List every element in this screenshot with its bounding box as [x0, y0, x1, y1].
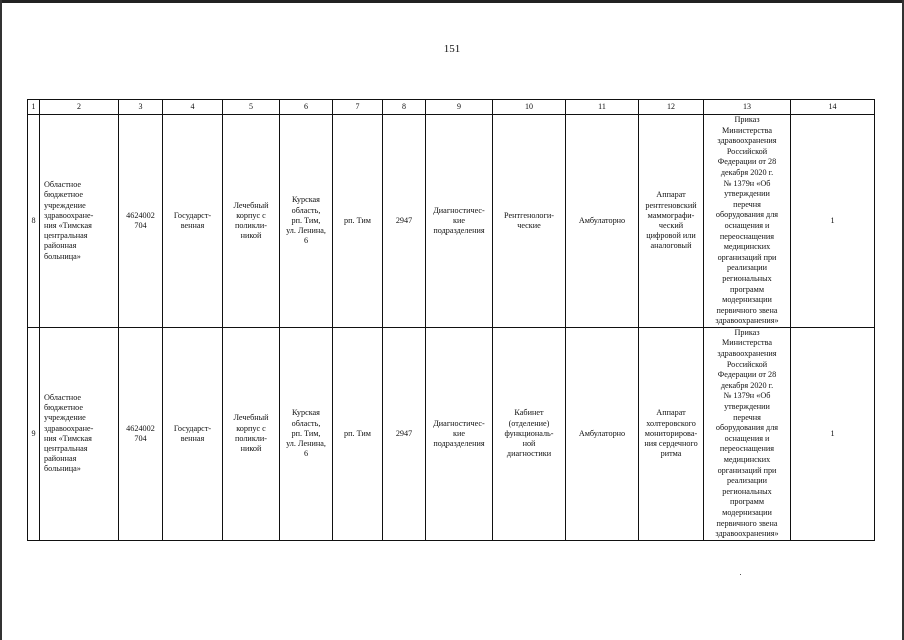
table-header-row: [28, 100, 875, 115]
unit-cell: Кабинет (отделение) функциональ- ной диагностики: [493, 327, 566, 540]
building-cell: Лечебный корпус с поликли- никой: [223, 115, 280, 328]
header-cell: 14: [791, 100, 875, 115]
table-row: [28, 327, 875, 540]
scan-edge-left: [0, 0, 2, 640]
unit-cell: Рентгенологи- ческие: [493, 115, 566, 328]
inn-cell: 4624002 704: [119, 115, 163, 328]
department-cell: Диагностичес- кие подразделения: [426, 115, 493, 328]
locality-cell: рп. Тим: [333, 327, 383, 540]
header-cell: 2: [40, 100, 119, 115]
organization-cell: Областное бюджетное учреждение здравоохране- ния «Тимская центральная районная больница»: [40, 327, 119, 540]
scan-edge-top: [0, 0, 904, 3]
quantity-cell: 1: [791, 115, 875, 328]
equipment-table: [27, 99, 875, 541]
department-cell: Диагностичес- кие подразделения: [426, 327, 493, 540]
header-cell: 12: [639, 100, 704, 115]
header-cell: 10: [493, 100, 566, 115]
table-row: [28, 115, 875, 328]
population-cell: 2947: [383, 327, 426, 540]
header-cell: 4: [163, 100, 223, 115]
header-cell: 7: [333, 100, 383, 115]
header-cell: 8: [383, 100, 426, 115]
header-cell: 6: [280, 100, 333, 115]
organization-cell: Областное бюджетное учреждение здравоохране- ния «Тимская центральная районная больница»: [40, 115, 119, 328]
header-cell: 9: [426, 100, 493, 115]
quantity-cell: 1: [791, 327, 875, 540]
row-number-cell: 9: [28, 327, 40, 540]
scan-speck: [740, 574, 741, 575]
inn-cell: 4624002 704: [119, 327, 163, 540]
address-cell: Курская область, рп. Тим, ул. Ленина, 6: [280, 327, 333, 540]
header-cell: 11: [566, 100, 639, 115]
equipment-cell: Аппарат холтеровского мониторирова- ния сердечного ритма: [639, 327, 704, 540]
header-cell: 3: [119, 100, 163, 115]
legal-basis-cell: Приказ Министерства здравоохранения Российской Федерации от 28 декабря 2020 г. № 1379н «Об утверждении перечня оборудования для оснащения и переоснащения медицинских организаций при реализации региональных программ модернизации первичного звена здравоохранения»: [704, 115, 791, 328]
equipment-cell: Аппарат рентгеновский маммографи- ческий цифровой или аналоговый: [639, 115, 704, 328]
header-cell: 5: [223, 100, 280, 115]
header-cell: 13: [704, 100, 791, 115]
ownership-cell: Государст- венная: [163, 115, 223, 328]
care-type-cell: Амбулаторно: [566, 327, 639, 540]
row-number-cell: 8: [28, 115, 40, 328]
legal-basis-cell: Приказ Министерства здравоохранения Российской Федерации от 28 декабря 2020 г. № 1379н «Об утверждении перечня оборудования для оснащения и переоснащения медицинских организаций при реализации региональных программ модернизации первичного звена здравоохранения»: [704, 327, 791, 540]
ownership-cell: Государст- венная: [163, 327, 223, 540]
address-cell: Курская область, рп. Тим, ул. Ленина, 6: [280, 115, 333, 328]
locality-cell: рп. Тим: [333, 115, 383, 328]
population-cell: 2947: [383, 115, 426, 328]
care-type-cell: Амбулаторно: [566, 115, 639, 328]
building-cell: Лечебный корпус с поликли- никой: [223, 327, 280, 540]
header-cell: 1: [28, 100, 40, 115]
page-number: 151: [443, 43, 461, 55]
